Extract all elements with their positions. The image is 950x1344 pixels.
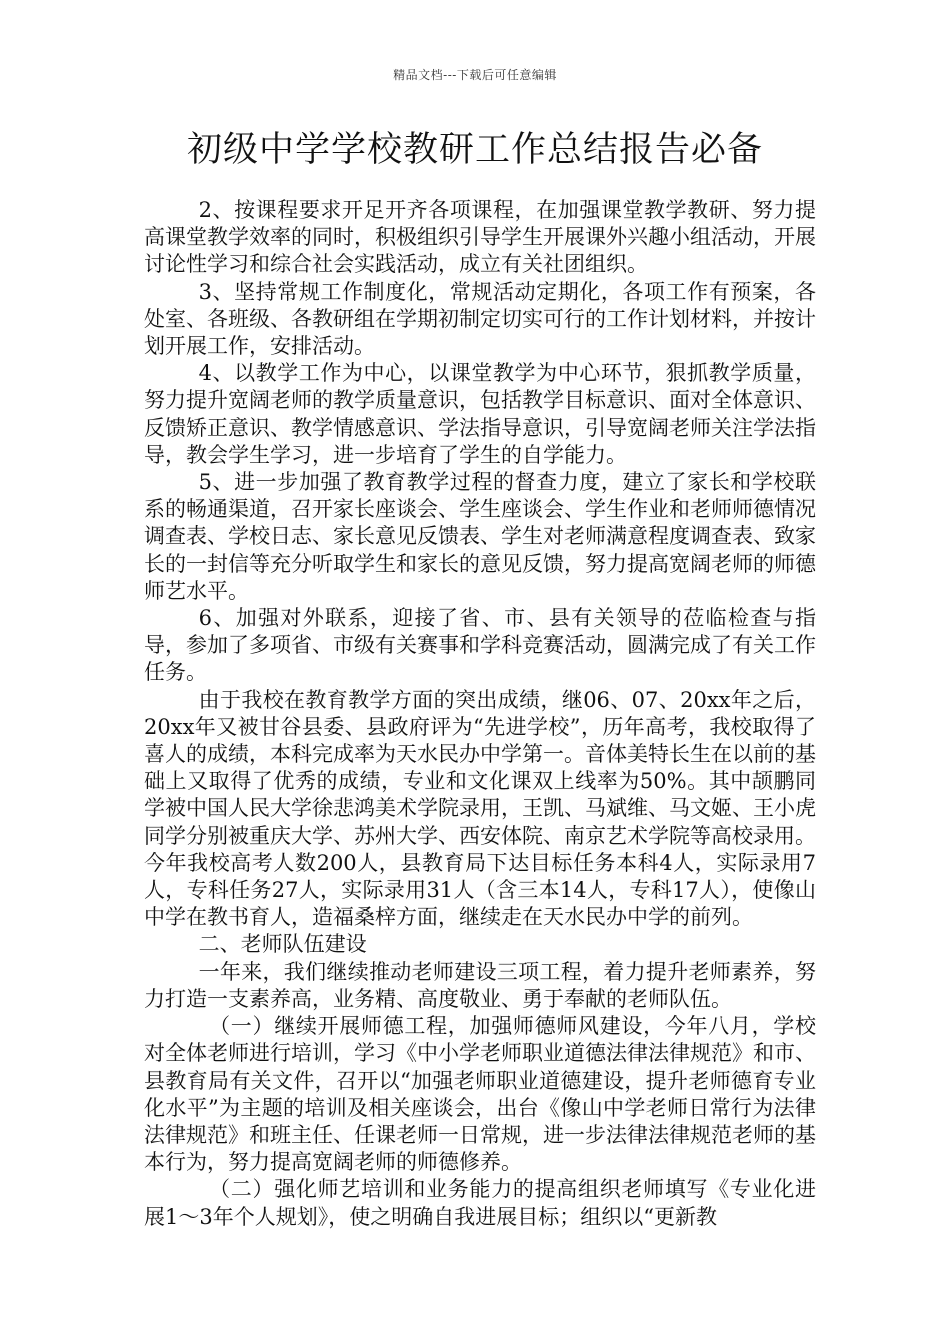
document-body: [144, 197, 816, 1231]
paragraph-item-4: 4、以教学工作为中心，以课堂教学为中心环节，狠抓教学质量，努力提升宽阔老师的教学质量意识，包括教学目标意识、面对全体意识、反馈矫正意识、教学情感意识、学法指导意识，引导宽阔老师关注学法指导，教会学生学习，进一步培育了学生的自学能力。: [144, 361, 816, 467]
paragraph-ethics-project: （一）继续开展师德工程，加强师德师风建设，今年八月，学校对全体老师进行培训，学习《中小学老师职业道德法律法律规范》和市、县教育局有关文件，召开以“加强老师职业道德建设，提升老师德育专业化水平”为主题的培训及相关座谈会，出台《像山中学老师日常行为法律法律规范》和班主任、任课老师一日常规，进一步法律法律规范老师的基本行为，努力提高宽阔老师的师德修养。: [144, 1014, 816, 1175]
document-title: 初级中学学校教研工作总结报告必备: [186, 130, 763, 170]
section-heading-teacher-team: 二、老师队伍建设: [198, 932, 367, 957]
paragraph-item-3: 3、坚持常规工作制度化，常规活动定期化，各项工作有预案，各处室、各班级、各教研组在学期初制定切实可行的工作计划材料，并按计划开展工作，安排活动。: [144, 279, 816, 359]
paragraph-item-5: 5、进一步加强了教育教学过程的督查力度，建立了家长和学校联系的畅通渠道，召开家长座谈会、学生座谈会、学生作业和老师师德情况调查表、学校日志、家长意见反馈表、学生对老师满意程度调查表、致家长的一封信等充分听取学生和家长的意见反馈，努力提高宽阔老师的师德师艺水平。: [144, 470, 816, 603]
paragraph-skills-training: （二）强化师艺培训和业务能力的提高组织老师填写《专业化进展1～3年个人规划》，使之明确自我进展目标；组织以“更新教: [144, 1177, 816, 1229]
paragraph-item-6: 6、加强对外联系，迎接了省、市、县有关领导的莅临检查与指导，参加了多项省、市级有关赛事和学科竞赛活动，圆满完成了有关工作任务。: [144, 606, 816, 685]
paragraph-teacher-intro: 一年来，我们继续推动老师建设三项工程，着力提升老师素养，努力打造一支素养高，业务精、高度敬业、勇于奉献的老师队伍。: [144, 959, 816, 1011]
paragraph-item-2: 2、按课程要求开足开齐各项课程，在加强课堂教学教研、努力提高课堂教学效率的同时，积极组织引导学生开展课外兴趣小组活动，开展讨论性学习和综合社会实践活动，成立有关社团组织。: [144, 198, 816, 277]
page-header: 精品文档---下载后可任意编辑: [393, 68, 557, 82]
paragraph-achievements: 由于我校在教育教学方面的突出成绩，继06、07、20xx年之后，20xx年又被甘谷县委、县政府评为“先进学校”，历年高考，我校取得了喜人的成绩，本科完成率为天水民办中学第一。音体美特长生在以前的基础上又取得了优秀的成绩，专业和文化课双上线率为50%。其中颉鹏同学被中国人民大学徐悲鸿美术学院录用，王凯、马斌维、马文姬、王小虎同学分别被重庆大学、苏州大学、西安体院、南京艺术学院等高校录用。今年我校高考人数200人，县教育局下达目标任务本科4人，实际录用7人，专科任务27人，实际录用31人（含三本14人，专科17人），使像山中学在教书育人，造福桑梓方面，继续走在天水民办中学的前列。: [144, 687, 816, 930]
